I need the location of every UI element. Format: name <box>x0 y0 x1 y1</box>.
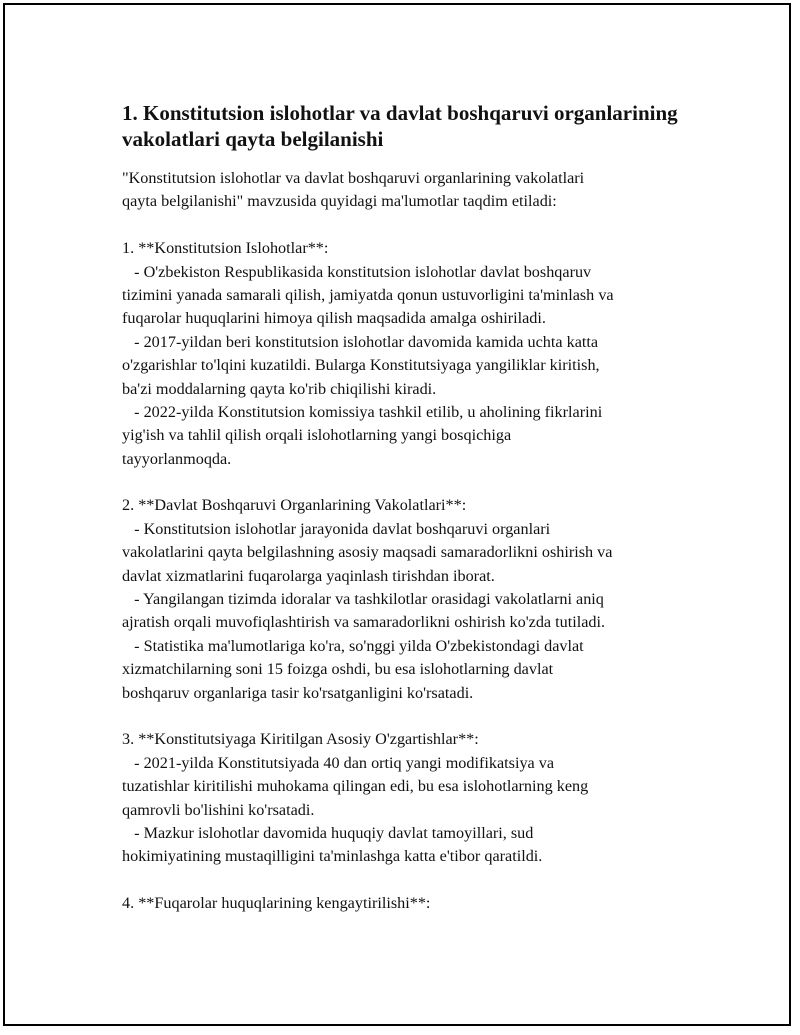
page-frame <box>3 3 791 1026</box>
blank-line <box>122 471 692 494</box>
blank-line <box>122 869 692 892</box>
text-line: tuzatishlar kiritilishi muhokama qilingan edi, bu esa islohotlarning keng <box>122 777 589 796</box>
text-line: - Statistika ma'lumotlariga ko'ra, so'nggi yilda O'zbekistondagi davlat <box>122 636 584 655</box>
text-line: ajratish orqali muvofiqlashtirish va samaradorlikni oshirish ko'zda tutiladi. <box>122 613 606 632</box>
text-line: ba'zi moddalarning qayta ko'rib chiqilishi kiradi. <box>122 379 437 398</box>
document-title-line-1: 1. Konstitutsion islohotlar va davlat boshqaruvi organlarining <box>122 101 678 125</box>
text-line: "Konstitutsion islohotlar va davlat boshqaruvi organlarining vakolatlari <box>122 169 585 187</box>
document-title <box>122 100 692 152</box>
text-line: 2. **Davlat Boshqaruvi Organlarining Vakolatlari**: <box>122 496 467 515</box>
blank-line <box>122 705 692 728</box>
text-line: - O'zbekiston Respublikasida konstitutsion islohotlar davlat boshqaruv <box>122 262 592 281</box>
text-line: yig'ish va tahlil qilish orqali islohotlarning yangi bosqichiga <box>122 426 512 445</box>
text-line: 3. **Konstitutsiyaga Kiritilgan Asosiy O'zgartishlar**: <box>122 730 479 749</box>
text-line: - 2021-yilda Konstitutsiyada 40 dan ortiq yangi modifikatsiya va <box>122 753 555 772</box>
text-line: - Mazkur islohotlar davomida huquqiy davlat tamoyillari, sud <box>122 823 534 842</box>
text-line: tizimini yanada samarali qilish, jamiyatda qonun ustuvorligini ta'minlash va <box>122 285 614 304</box>
text-line: boshqaruv organlariga tasir ko'rsatganligini ko'rsatadi. <box>122 683 474 702</box>
text-line: fuqarolar huquqlarini himoya qilish maqsadida amalga oshiriladi. <box>122 309 546 328</box>
text-line: tayyorlanmoqda. <box>122 449 232 468</box>
text-line: qayta belgilanishi" mavzusida quyidagi ma'lumotlar taqdim etiladi: <box>122 192 557 211</box>
blank-line <box>122 214 692 237</box>
document-content <box>122 100 692 916</box>
text-line: o'zgarishlar to'lqini kuzatildi. Bularga Konstitutsiyaga yangiliklar kiritish, <box>122 356 600 375</box>
text-line: 4. **Fuqarolar huquqlarining kengaytirilishi**: <box>122 894 431 913</box>
document-title-line-2: vakolatlari qayta belgilanishi <box>122 127 384 151</box>
text-line: 1. **Konstitutsion Islohotlar**: <box>122 239 329 258</box>
text-line: hokimiyatining mustaqilligini ta'minlashga katta e'tibor qaratildi. <box>122 847 543 866</box>
text-line: qamrovli bo'lishini ko'rsatadi. <box>122 800 315 819</box>
text-line: - Yangilangan tizimda idoralar va tashkilotlar orasidagi vakolatlarni aniq <box>122 590 604 609</box>
text-line: vakolatlarini qayta belgilashning asosiy maqsadi samaradorlikni oshirish va <box>122 543 613 562</box>
text-line: - 2017-yildan beri konstitutsion islohotlar davomida kamida uchta katta <box>122 332 599 351</box>
document-body <box>122 167 692 916</box>
text-line: xizmatchilarning soni 15 foizga oshdi, bu esa islohotlarning davlat <box>122 660 554 679</box>
text-line: - 2022-yilda Konstitutsion komissiya tashkil etilib, u aholining fikrlarini <box>122 402 603 421</box>
text-line: davlat xizmatlarini fuqarolarga yaqinlash tirishdan iborat. <box>122 566 495 585</box>
text-line: - Konstitutsion islohotlar jarayonida davlat boshqaruvi organlari <box>122 519 551 538</box>
